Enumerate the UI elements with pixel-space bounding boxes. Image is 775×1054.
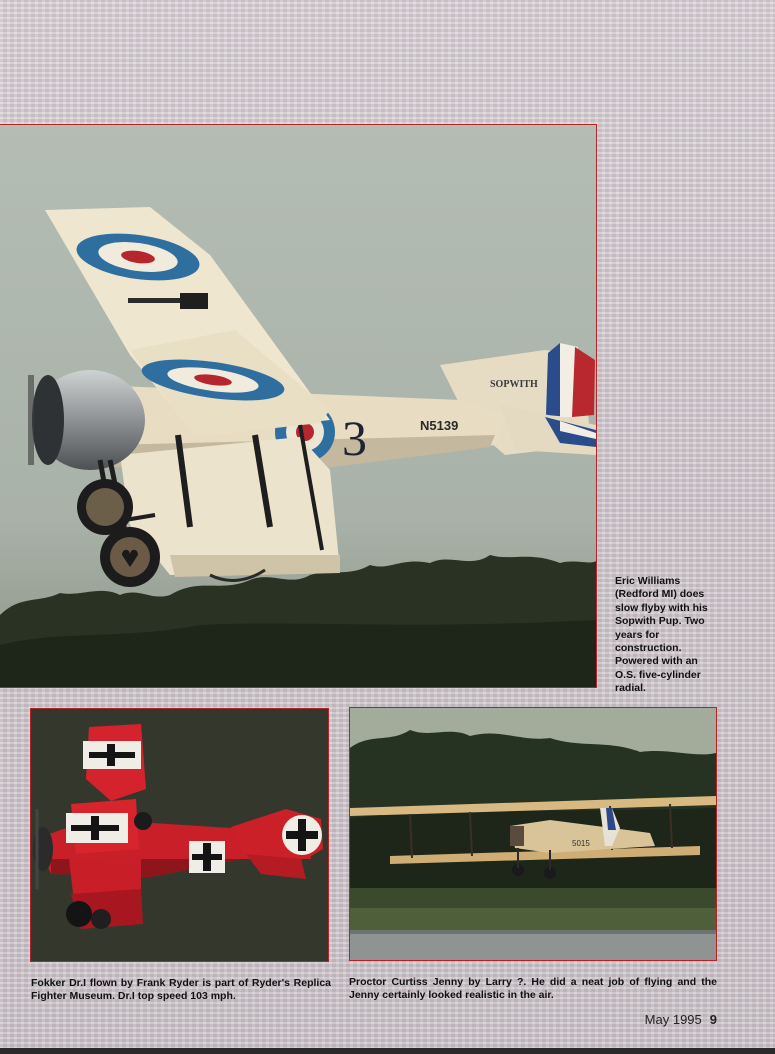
tail-maker-text: SOPWITH <box>490 379 538 390</box>
caption-fokker: Fokker Dr.I flown by Frank Ryder is part of Ryder's Replica Fighter Museum. Dr.I top speed 103 mph. <box>31 977 331 1003</box>
fuselage-number: 3 <box>342 410 367 466</box>
caption-jenny: Proctor Curtiss Jenny by Larry ?. He did a neat job of flying and the Jenny certainly looked realistic in the air. <box>349 976 717 1002</box>
jenny-image <box>350 708 716 960</box>
page-folio <box>645 1012 717 1027</box>
photo-fokker-dr1 <box>30 708 329 962</box>
photo-sopwith-pup <box>0 124 597 688</box>
page-number: 9 <box>709 1012 717 1027</box>
bottom-edge-bar <box>0 1048 775 1054</box>
caption-sopwith-pup: Eric Williams (Redford MI) does slow flyby with his Sopwith Pup. Two years for construction. Powered with an O.S. five-cylinder radial. <box>615 575 708 695</box>
jenny-fuselage-number: 5015 <box>572 839 590 848</box>
fuselage-serial: N5139 <box>420 418 459 433</box>
photo-curtiss-jenny <box>349 707 717 961</box>
sopwith-pup-image <box>0 125 596 687</box>
issue-date: May 1995 <box>644 1012 702 1027</box>
fokker-image <box>31 709 328 961</box>
